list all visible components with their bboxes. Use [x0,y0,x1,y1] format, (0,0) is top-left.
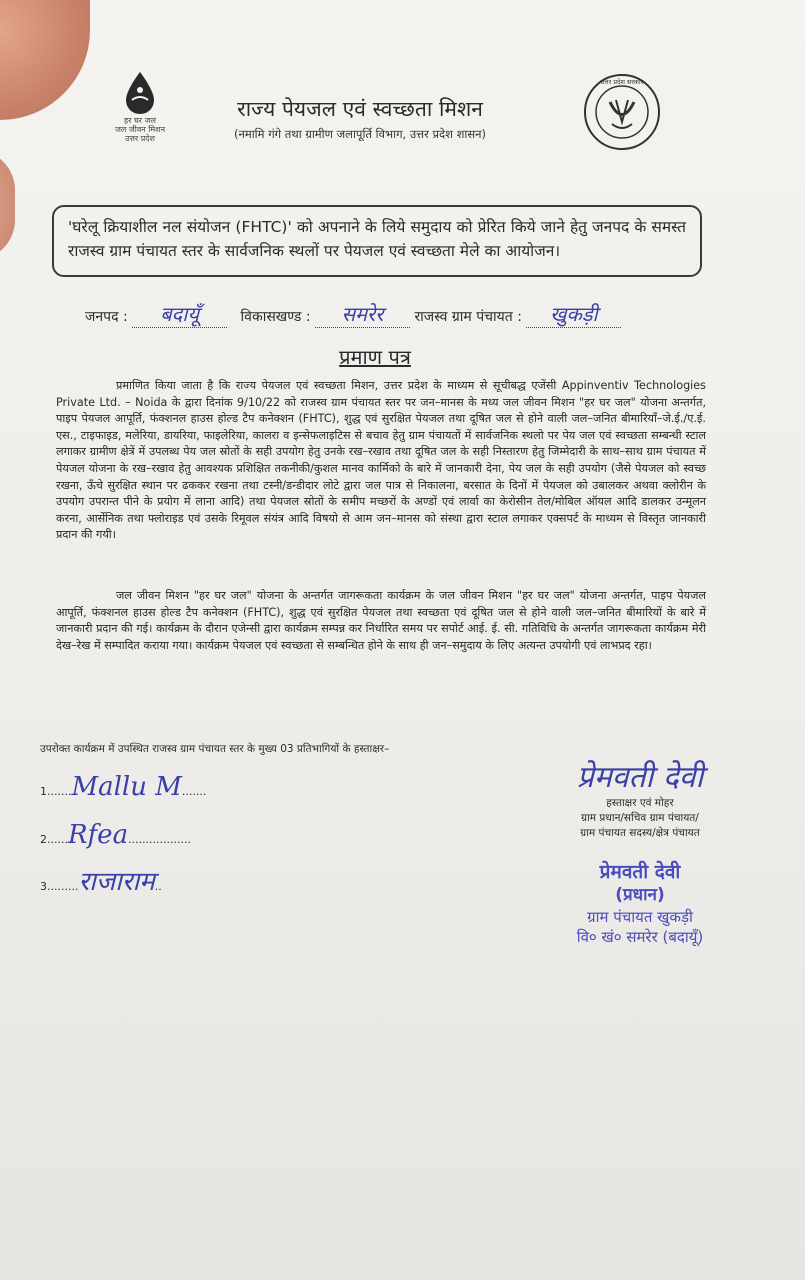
up-govt-seal [582,72,662,152]
certificate-paragraph-2: जल जीवन मिशन "हर घर जल" योजना के अन्तर्गत जागरूकता कार्यक्रम के जल जीवन मिशन "हर घर जल" योजना अन्तर्गत, पाइप पेयजल आपूर्ति, फंक्शनल हाउस होल्ड टैप कनेक्शन (FHTC), शुद्ध एवं सुरक्षित पेयजल तथा स्वच्छता एवं दूषित जल से होने वाली जल–जनित बीमारियों के बारे में जानकारी प्रदान की गई। कार्यक्रम के दौरान एजेन्सी द्वारा कार्यक्रम सम्पन्न कर निर्धारित समय पर सपोर्ट आई. ई. सी. गतिविधि के अन्तर्गत जागरूकता कार्यक्रम मेरी देख–रेख में सम्पादित कराया गया। कार्यक्रम पेयजल एवं स्वच्छता से सम्बन्धित होने के साथ ही जन–समुदाय के लिए अत्यन्त उपयोगी एवं लाभप्रद रहा। [56,589,706,652]
participant-sign: Mallu M [71,772,182,802]
participant-sign: राजाराम [78,867,155,897]
certificate-paragraph-1: प्रमाणित किया जाता है कि राज्य पेयजल एवं स्वच्छता मिशन, उत्तर प्रदेश के माध्यम से सूचीबद्ध एजेंसी Appinventiv Technologies Private Ltd. – Noida के द्वारा दिनांक 9/10/22 को राजस्व ग्राम पंचायत स्तर पर जन–मानस के मध्य जल जीवन मिशन "हर घर जल" योजना अन्तर्गत, पाइप पेयजल आपूर्ति, फंक्शनल हाउस होल्ड टैप कनेक्शन (FHTC), शुद्ध एवं सुरक्षित पेयजल तथा दूषित जल से होने वाली जल–जनित बीमारियाँ–जे.ई./ए.ई. एस., टाइफाइड, मलेरिया, डायरिया, फाइलेरिया, कालरा व इन्सेफलाइटिस से बचाव हेतु ग्राम पंचायतों में सार्वजनिक स्थलो पर पेय जल एवं स्वच्छता सम्बन्धी स्टाल लगाकर ग्रामीण क्षेत्रें में उपलब्ध पेय जल स्रोतों के सही उपयोग हेतु उनके रख–रखाव तथा दूषित जल के सही निस्तारण हेतु जिम्मेदारी के साथ–साथ ग्राम पंचायत में पेयजल योजना के रख–रखाव हेतु आवश्यक प्रशिक्षित तकनीकी/कुशल मानव कार्मिको के बारे में जानकारी देना, पेय जल के सही उपयोग (जैसे पेयजल को स्वच्छ रखना, ऊँचे सुरक्षित स्थान पर ढककर रखना तथा टस्नी/डन्डीदार लोटे द्वारा जल पात्र से निकालना, बरसात के दिनों में पेयजल को उबालकर अथवा क्लोरीन के उपयोग उपरान्त पीने के प्रयोग में लाना आदि) तथा पेयजल स्रोतों के समीप मच्छरों के अण्डों एवं लार्वा का केरोसीन तेल/मोबिल ऑयल आदि डालकर उन्मूलन करना, आर्सेनिक तथा फ्लोराइड एवं उसके रिमूवल संयंत्र आदि विषयो से आम जन–मानस को संस्था द्वारा स्टाल लगाकर एक्सपर्ट के माध्यम से विस्तृत जानकारी प्रदान की गयी। [56,379,706,542]
district-label: जनपद : [85,309,128,325]
participant-signature-3: 3.........राजाराम.. [40,867,162,897]
seal-emblem-icon [582,72,662,152]
event-title-box: 'घरेलू क्रियाशील नल संयोजन (FHTC)' को अपनाने के लिये समुदाय को प्रेरित किये जाने हेतु जनपद के समस्त राजस्व ग्राम पंचायत स्तर के सार्वजनिक स्थलों पर पेयजल एवं स्वच्छता मेले का आयोजन। [52,205,702,277]
location-fields [85,300,621,328]
participant-signature-1: 1.......Mallu M....... [40,772,207,802]
logo-line-1: हर घर जल [124,116,156,125]
pradhan-stamp [540,858,740,947]
mission-subtitle: (नमामि गंगे तथा ग्रामीण जलापूर्ति विभाग, उत्तर प्रदेश शासन) [233,127,487,141]
mission-title: राज्य पेयजल एवं स्वच्छता मिशन [237,97,483,121]
participant-sign: Rfea [67,820,129,850]
block-value: समरेर [341,302,384,326]
logo-line-3: उत्तर प्रदेश [125,134,155,143]
sign-and-seal-label: हस्ताक्षर एवं मोहर [606,797,674,809]
block-label: विकासखण्ड : [240,309,311,325]
pradhan-signature: प्रेमवती देवी [576,760,704,795]
participant-number: 3. [40,880,51,893]
participants-heading: उपरोक्त कार्यक्रम में उपस्थित राजस्व ग्राम पंचायत स्तर के मुख्य 03 प्रतिभागियों के हस्ताक्षर– [40,743,390,755]
stamp-block: वि० खं० समरेर (बदायूँ) [576,928,704,946]
participant-number: 2. [40,833,51,846]
certificate-title: प्रमाण पत्र [339,345,411,369]
stamp-name: प्रेमवती देवी [599,861,681,883]
district-value: बदायूँ [160,302,200,326]
stamp-role: (प्रधान) [615,885,665,905]
stamp-panchayat: ग्राम पंचायत खुकड़ी [587,908,693,926]
pradhan-role-label-1: ग्राम प्रधान/सचिव ग्राम पंचायत/ [581,812,699,824]
participant-signature-2: 2......Rfea.................. [40,820,192,850]
pradhan-signature-block [520,755,760,841]
panchayat-value: खुकड़ी [550,302,598,326]
participant-number: 1. [40,785,51,798]
pradhan-role-label-2: ग्राम पंचायत सदस्य/क्षेत्र पंचायत [580,827,700,839]
seal-text: उत्तर प्रदेश सरकार [600,78,644,86]
logo-line-2: जल जीवन मिशन [114,125,166,134]
panchayat-label: राजस्व ग्राम पंचायत : [414,309,522,325]
